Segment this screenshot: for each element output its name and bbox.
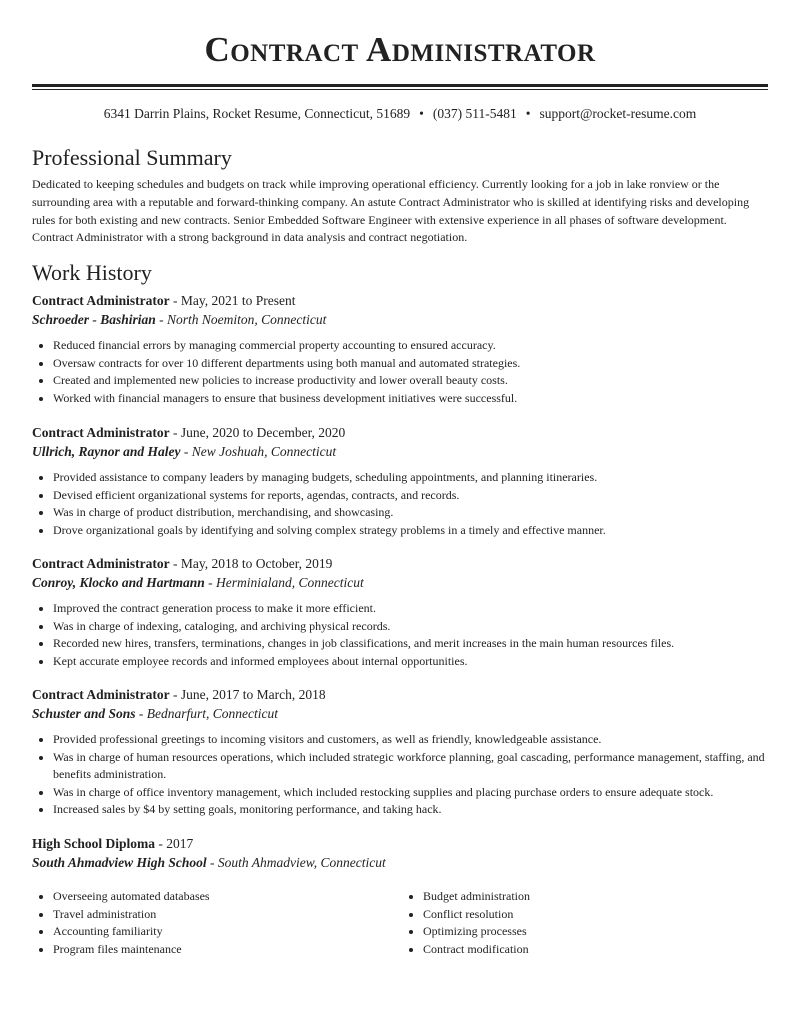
- job-title: Contract Administrator: [32, 687, 170, 702]
- job-entry: [32, 292, 768, 407]
- resume-title: Contract Administrator: [204, 30, 596, 69]
- list-item: Travel administration: [32, 906, 402, 924]
- list-item: Kept accurate employee records and informed employees about internal opportunities.: [32, 653, 768, 671]
- job-title-line: [32, 686, 768, 704]
- job-title-line: [32, 424, 768, 442]
- header-rule-thin: [32, 89, 768, 90]
- list-item: Program files maintenance: [32, 941, 402, 959]
- school-line: [32, 854, 768, 872]
- list-item: Devised efficient organizational systems for reports, agendas, contracts, and records.: [32, 487, 768, 505]
- company-line: [32, 574, 768, 592]
- list-item: Was in charge of product distribution, merchandising, and showcasing.: [32, 504, 768, 522]
- contact-phone: (037) 511-5481: [432, 106, 517, 121]
- school-location: - South Ahmadview, Connecticut: [206, 855, 386, 870]
- education-entry: [32, 835, 768, 872]
- job-entry: [32, 555, 768, 670]
- company-line: [32, 311, 768, 329]
- job-bullets: [32, 469, 768, 539]
- contact-separator: •: [419, 106, 424, 121]
- company-name: Schuster and Sons: [32, 706, 136, 721]
- contact-line: [0, 105, 800, 123]
- list-item: Oversaw contracts for over 10 different departments using both manual and automated strategies.: [32, 355, 768, 373]
- job-title-line: [32, 555, 768, 573]
- school-name: South Ahmadview High School: [32, 855, 207, 870]
- company-name: Ullrich, Raynor and Haley: [32, 444, 181, 459]
- company-location: - New Joshuah, Connecticut: [180, 444, 337, 459]
- job-title: Contract Administrator: [32, 425, 170, 440]
- job-dates: - June, 2020 to December, 2020: [169, 425, 346, 440]
- degree-year: - 2017: [155, 836, 194, 851]
- list-item: Increased sales by $4 by setting goals, monitoring performance, and taking hack.: [32, 801, 768, 819]
- list-item: Conflict resolution: [402, 906, 772, 924]
- job-bullets: [32, 337, 768, 407]
- list-item: Accounting familiarity: [32, 923, 402, 941]
- list-item: Contract modification: [402, 941, 772, 959]
- list-item: Was in charge of indexing, cataloging, and archiving physical records.: [32, 618, 768, 636]
- contact-separator: •: [525, 106, 531, 121]
- summary-heading: Professional Summary: [32, 145, 232, 170]
- skills-column-right: [402, 888, 772, 958]
- company-line: [32, 705, 768, 723]
- job-dates: - May, 2021 to Present: [169, 293, 296, 308]
- list-item: Worked with financial managers to ensure that business development initiatives were successful.: [32, 390, 768, 408]
- job-title: Contract Administrator: [32, 293, 170, 308]
- company-line: [32, 443, 768, 461]
- list-item: Improved the contract generation process to make it more efficient.: [32, 600, 768, 618]
- job-entry: [32, 686, 768, 819]
- list-item: Recorded new hires, transfers, terminations, changes in job classifications, and merit increases in the main human resources files.: [32, 635, 768, 653]
- company-location: - North Noemiton, Connecticut: [155, 312, 327, 327]
- company-name: Conroy, Klocko and Hartmann: [32, 575, 205, 590]
- job-bullets: [32, 600, 768, 670]
- header-rule-thick: [32, 84, 768, 87]
- list-item: Reduced financial errors by managing commercial property accounting to ensured accuracy.: [32, 337, 768, 355]
- skills-column-left: [32, 888, 402, 958]
- skills-list: [32, 888, 772, 958]
- list-item: Drove organizational goals by identifying and solving complex strategy problems in a timely and effective manner.: [32, 522, 768, 540]
- company-location: - Bednarfurt, Connecticut: [135, 706, 279, 721]
- degree-name: High School Diploma: [32, 836, 156, 851]
- job-title-line: [32, 292, 768, 310]
- job-dates: - June, 2017 to March, 2018: [169, 687, 326, 702]
- company-name: Schroeder - Bashirian: [32, 312, 156, 327]
- list-item: Was in charge of human resources operations, which included strategic workforce planning, goal cascading, performance management, staffing, and benefits administration.: [32, 749, 768, 784]
- list-item: Provided assistance to company leaders by managing budgets, scheduling appointments, and planning itineraries.: [32, 469, 768, 487]
- company-location: - Herminialand, Connecticut: [204, 575, 364, 590]
- list-item: Provided professional greetings to incoming visitors and customers, as well as friendly, knowledgeable assistance.: [32, 731, 768, 749]
- job-dates: - May, 2018 to October, 2019: [169, 556, 333, 571]
- job-title: Contract Administrator: [32, 556, 170, 571]
- list-item: Overseeing automated databases: [32, 888, 402, 906]
- summary-text: Dedicated to keeping schedules and budgets on track while improving operational efficiency. Currently looking for a job in lake ronview or the surrounding area with a reputable and forward-thinking company. An astute Contract Administrator who is skilled at identifying risks and developing rules for both existing and new contracts. Senior Embedded Software Engineer with extensive experience in all phases of software development. Contract Administrator with a strong background in data analysis and contract negotiation.: [32, 177, 750, 245]
- list-item: Was in charge of office inventory management, which included restocking supplies and placing purchase orders to ensure adequate stock.: [32, 784, 768, 802]
- list-item: Optimizing processes: [402, 923, 772, 941]
- list-item: Created and implemented new policies to increase productivity and lower overall beauty costs.: [32, 372, 768, 390]
- list-item: Budget administration: [402, 888, 772, 906]
- job-bullets: [32, 731, 768, 819]
- degree-line: [32, 835, 768, 853]
- contact-address: 6341 Darrin Plains, Rocket Resume, Connecticut, 51689: [103, 106, 411, 121]
- contact-email: support@rocket-resume.com: [539, 106, 697, 121]
- job-entry: [32, 424, 768, 539]
- work-history-heading: Work History: [32, 260, 152, 285]
